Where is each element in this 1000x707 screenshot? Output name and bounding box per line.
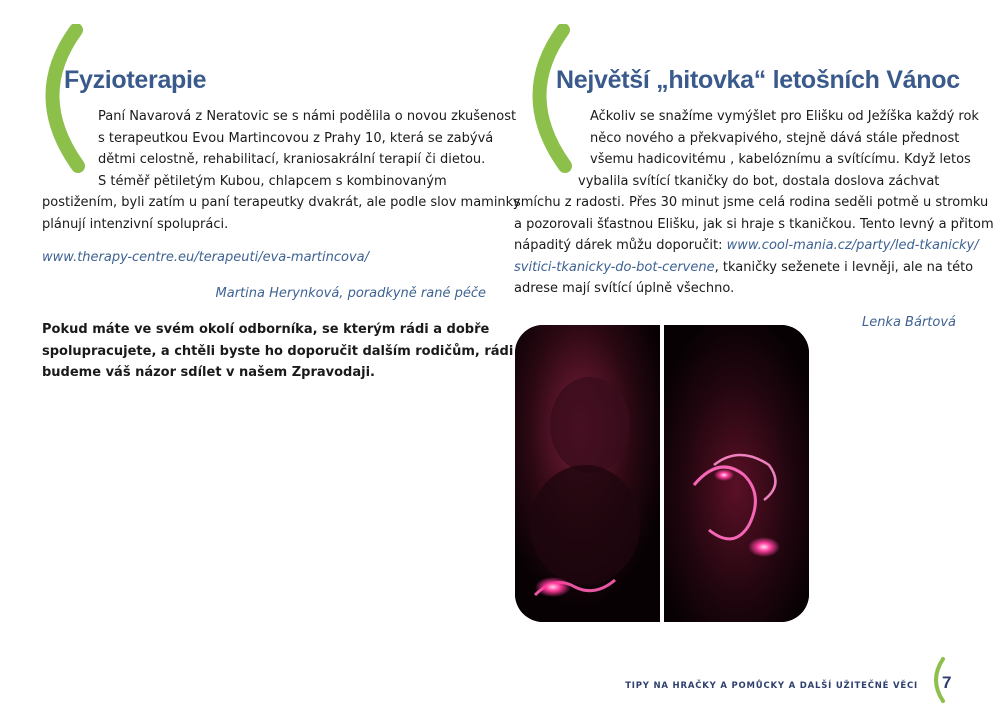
right-title: Největší „hitovka“ letošních Vánoc (556, 66, 960, 94)
right-line-9: adrese mají svítící úplně všechno. (514, 281, 735, 296)
page-number: 7 (942, 673, 952, 692)
left-paragraph (42, 106, 521, 235)
right-line-2: něco nového a překvapivého, stejně dává stále přednost (590, 130, 960, 146)
left-link[interactable]: www.therapy-centre.eu/terapeuti/eva-martincova/ (42, 250, 369, 265)
footer-section-title: TIPY NA HRAČKY A POMŮCKY A DALŠÍ UŽITEČNÉ VĚCI (625, 681, 918, 691)
left-line-1: Paní Navarová z Neratovic se s námi podělila o novou zkušenost (98, 109, 517, 124)
right-line-8 (514, 257, 974, 279)
left-line-4: S téměř pětiletým Kubou, chlapcem s kombinovaným (98, 173, 447, 189)
photo-right-frame (664, 325, 809, 622)
left-author: Martina Herynková, poradkyně rané péče (215, 286, 486, 301)
right-line-7 (514, 235, 979, 257)
right-link-part-2[interactable]: svitici-tkanicky-do-bot-cervene (514, 259, 715, 275)
left-line-2: s terapeutkou Evou Martincovou z Prahy 10, která se zabývá (98, 130, 494, 146)
right-line-3: všemu hadicovitému , kabelóznímu a svítícímu. Když letos (590, 152, 971, 167)
call-line-3: budeme váš názor sdílet v našem Zpravodaji. (42, 365, 375, 380)
right-line-6: a pozorovali šťastnou Elišku, jak si hraje s tkaničkou. Tento levný a přitom (514, 216, 994, 232)
left-title: Fyzioterapie (64, 66, 207, 94)
left-line-3: dětmi celostně, rehabilitací, kraniosakrální terapií či dietou. (98, 152, 486, 167)
right-author: Lenka Bártová (861, 315, 956, 330)
right-line-8-suffix: , tkaničky seženete i levněji, ale na této (714, 259, 974, 275)
right-line-5: smíchu z radosti. Přes 30 minut jsme celá rodina seděli potmě u stromku (514, 195, 989, 210)
photo-left-frame (515, 325, 660, 622)
right-line-7-prefix: nápaditý dárek můžu doporučit: (514, 238, 727, 253)
left-line-6: plánují intenzivní spolupráci. (42, 216, 229, 232)
right-line-4: vybalila svítící tkaničky do bot, dostala doslova záchvat (578, 173, 940, 189)
glowing-laces-photo (515, 325, 809, 622)
right-link-part-1[interactable]: www.cool-mania.cz/party/led-tkanicky/ (726, 238, 979, 253)
left-call-to-action (42, 319, 513, 384)
left-line-5: postižením, byli zatím u paní terapeutky dvakrát, ale podle slov maminky (42, 195, 521, 210)
right-paragraph (514, 106, 994, 300)
right-line-1: Ačkoliv se snažíme vymýšlet pro Elišku od Ježíška každý rok (590, 109, 979, 124)
call-line-1: Pokud máte ve svém okolí odborníka, se kterým rádi a dobře (42, 322, 490, 337)
call-line-2: spolupracujete, a chtěli byste ho doporučit dalším rodičům, rádi (42, 343, 514, 359)
